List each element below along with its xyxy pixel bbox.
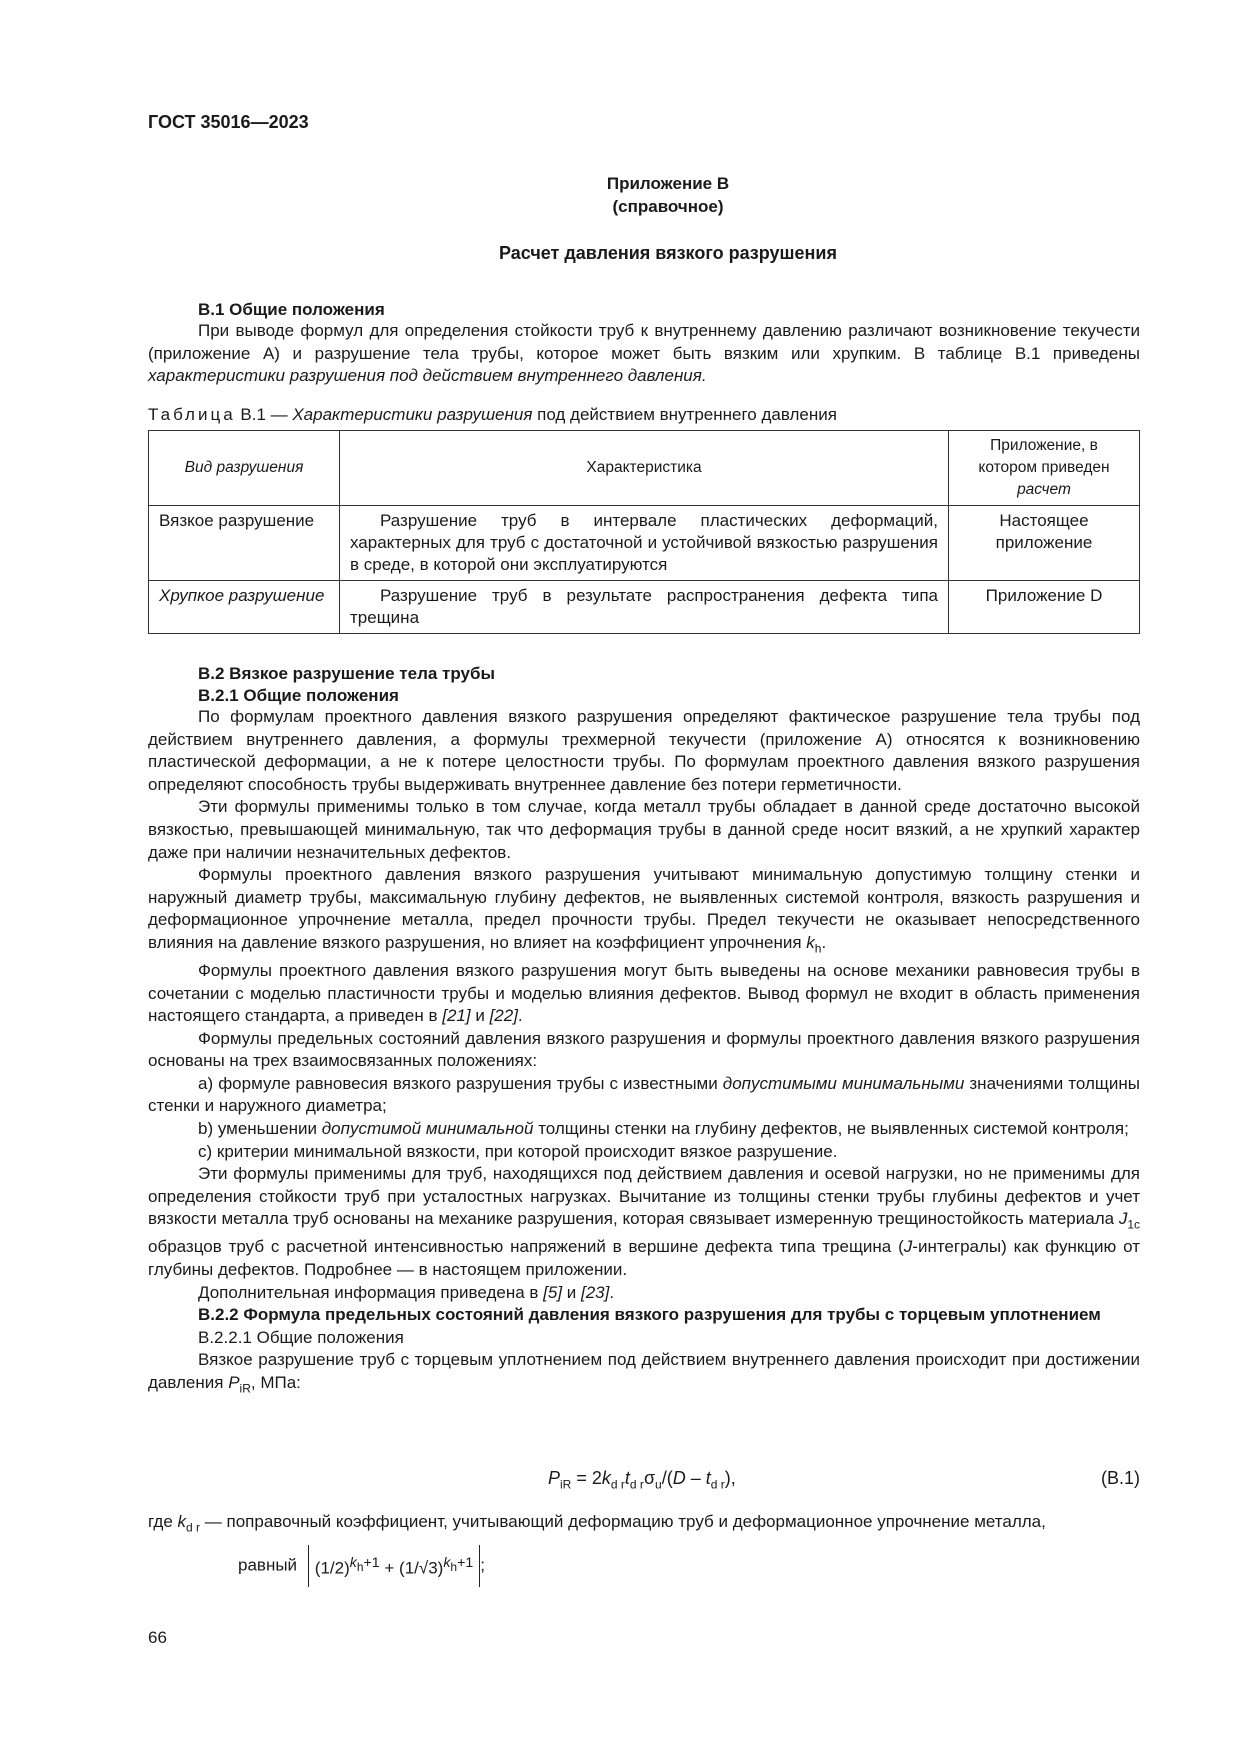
document-code: ГОСТ 35016—2023 bbox=[148, 112, 309, 132]
table-cell-type: Вязкое разрушение bbox=[149, 506, 340, 581]
formula-explanation: где $k_{d r}$ — поправочный коэффициент, учитывающий деформацию труб и деформационное упрочнение металла, равный $(1/2)^{k_h+1} + (1/√3)^{k_h+1}$ ; bbox=[148, 1510, 1140, 1587]
section-b21-heading: В.2.1 Общие положения bbox=[198, 686, 399, 705]
list-item: а) формуле равновесия вязкого разрушения трубы с известными допустимыми минимальными значениями толщины стенки и наружного диаметра; bbox=[148, 1073, 1140, 1116]
section-b1 bbox=[148, 300, 1140, 388]
table-row bbox=[149, 581, 1140, 634]
paragraph: Формулы предельных состояний давления вязкого разрушения и формулы проектного давления вязкого разрушения основаны на трех взаимосвязанных положениях: bbox=[148, 1028, 1140, 1071]
paragraph: Вязкое разрушение труб с торцевым уплотнением под действием внутреннего давления происходит при достижении давления $P_{iR}$, МПа: bbox=[148, 1350, 1140, 1396]
section-b1-paragraph: При выводе формул для определения стойкости труб к внутреннему давлению различают возникновение текучести (приложение А) и разрушение тела трубы, которое может быть вязким или хрупким. В таблице В.1 приведены характеристики разрушения под действием внутреннего давления. bbox=[148, 321, 1140, 386]
table-cell-desc: Разрушение труб в результате распространения дефекта типа трещина bbox=[340, 581, 949, 634]
section-b221-heading: В.2.2.1 Общие положения bbox=[198, 1327, 404, 1347]
list-item: с) критерии минимальной вязкости, при которой происходит вязкое разрушение. bbox=[198, 1141, 838, 1161]
table-header-characteristic: Характеристика bbox=[340, 431, 949, 506]
formula-b1 bbox=[148, 1468, 1140, 1498]
paragraph: Эти формулы применимы для труб, находящихся под действием давления и осевой нагрузки, но не применимы для определения стойкости труб при усталостных нагрузках. Вычитание из толщины стенки трубы глубины дефектов и учет вязкости металла труб основаны на механике разрушения, которая связывает измеренную трещиностойкость материала $J_{1c}$ образцов труб с расчетной интенсивностью напряжений в вершине дефекта типа трещина (J-интегралы) как функцию от глубины дефектов. Подробнее — в настоящем приложении. bbox=[148, 1164, 1140, 1280]
paragraph: Формулы проектного давления вязкого разрушения учитывают минимальную допустимую толщину стенки и наружный диаметр трубы, максимальную глубину дефектов, не выявленных системой контроля, вязкость разрушения и деформационное упрочнение металла, предел прочности трубы. Предел текучести не оказывает непосредственного влияния на давление вязкого разрушения, но влияет на коэффициент упрочнения $k_h$. bbox=[148, 865, 1140, 956]
table-cell-desc: Разрушение труб в интервале пластических деформаций, характерных для труб с достаточной и устойчивой вязкостью разрушения в среде, в которой они эксплуатируются bbox=[340, 506, 949, 581]
appendix-heading bbox=[148, 172, 1140, 218]
section-b1-heading: В.1 Общие положения bbox=[198, 300, 385, 319]
table-header-row bbox=[149, 431, 1140, 506]
failure-table bbox=[148, 430, 1140, 634]
table-cell-ref: Приложение D bbox=[949, 581, 1140, 634]
table-cell-type: Хрупкое разрушение bbox=[149, 581, 340, 634]
table-cell-ref: Настоящее приложение bbox=[949, 506, 1140, 581]
table-caption: Таблица В.1 — Характеристики разрушения под действием внутреннего давления bbox=[148, 405, 837, 424]
paragraph: По формулам проектного давления вязкого разрушения определяют фактическое разрушение тела трубы под действием внутреннего давления, а формулы трехмерной текучести (приложение А) относятся к возникновению пластической деформации, а не к потере целостности трубы. По формулам проектного давления вязкого разрушения определяют способность трубы выдерживать внутреннее давление без потери герметичности. bbox=[148, 707, 1140, 794]
paragraph: Дополнительная информация приведена в [5] и [23]. bbox=[198, 1282, 615, 1302]
table-row bbox=[149, 506, 1140, 581]
table-header-type: Вид разрушения bbox=[149, 431, 340, 506]
coefficient-expression: $(1/2)^{k_h+1} + (1/√3)^{k_h+1}$ bbox=[308, 1545, 480, 1587]
paragraph: Формулы проектного давления вязкого разрушения могут быть выведены на основе механики равновесия трубы в сочетании с моделью пластичности трубы и моделью влияния дефектов. Вывод формул не входит в область применения настоящего стандарта, а приведен в [21] и [22]. bbox=[148, 960, 1140, 1026]
formula-expression: $P_{iR} = 2k_{d r}t_{d r}\sigma_u/(D - t_{d r})$, bbox=[548, 1468, 736, 1492]
section-b2 bbox=[148, 664, 1140, 1400]
section-b22-heading: В.2.2 Формула предельных состояний давления вязкого разрушения для трубы с торцевым уплотнением bbox=[198, 1305, 1101, 1325]
page-number: 66 bbox=[148, 1628, 167, 1647]
appendix-title: Расчет давления вязкого разрушения bbox=[499, 243, 837, 263]
section-b2-heading: В.2 Вязкое разрушение тела трубы bbox=[198, 664, 496, 683]
appendix-type: (справочное) bbox=[612, 197, 724, 216]
table-caption-label: Таблица bbox=[148, 405, 236, 424]
table-header-appendix: Приложение, в котором приведен расчет bbox=[949, 431, 1140, 506]
paragraph: Эти формулы применимы только в том случае, когда металл трубы обладает в данной среде достаточно высокой вязкостью, превышающей минимальную, так что деформация трубы в данной среде носит вязкий, а не хрупкий характер даже при наличии незначительных дефектов. bbox=[148, 797, 1140, 862]
appendix-label: Приложение В bbox=[606, 174, 730, 193]
formula-number: (В.1) bbox=[1100, 1468, 1140, 1488]
list-item: b) уменьшении допустимой минимальной толщины стенки на глубину дефектов, не выявленных системой контроля; bbox=[198, 1119, 1129, 1139]
